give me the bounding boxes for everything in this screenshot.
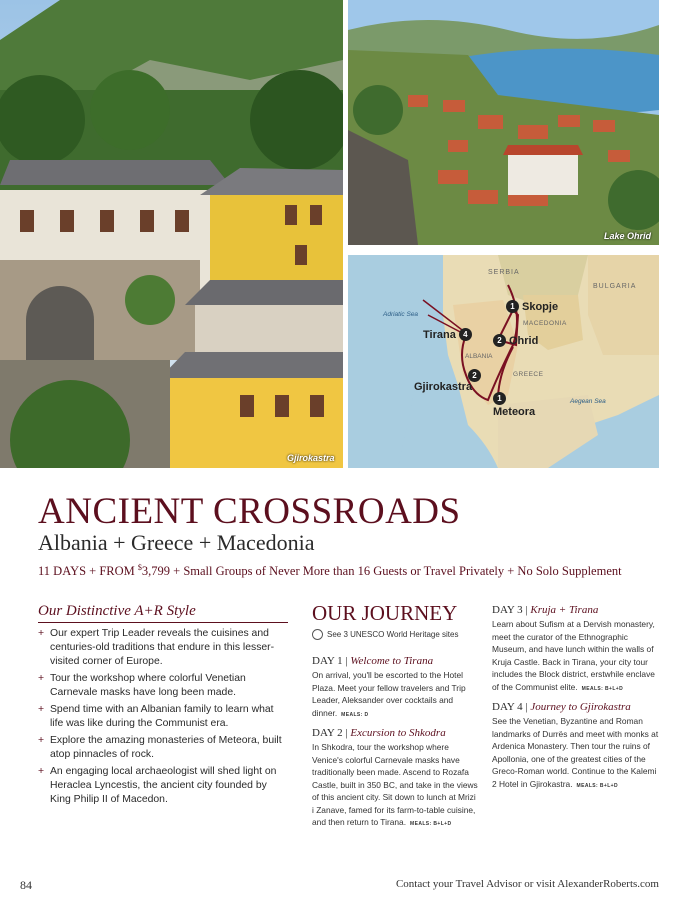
day-title: Kruja + Tirana bbox=[530, 604, 599, 616]
day-text bbox=[492, 715, 660, 792]
day-description: Learn about Sufism at a Dervish monastery, meet the curator of the Ethnographic Museum, and have lunch within the walls of Kruja Castle. Back in Tirana, your city tour includes the Block district, erstwhile enclave of the Communist elite. bbox=[492, 619, 655, 692]
style-divider bbox=[38, 622, 288, 623]
map-stop-skopje bbox=[506, 300, 558, 313]
gjirokastra-photo bbox=[0, 0, 343, 468]
route-map bbox=[348, 255, 659, 468]
map-stop-meteora-num: 1 bbox=[493, 392, 506, 405]
map-sea-aegean: Aegean Sea bbox=[570, 398, 606, 405]
day-3 bbox=[492, 604, 660, 695]
day-2 bbox=[312, 727, 478, 831]
trip-subtitle: Albania + Greece + Macedonia bbox=[38, 530, 315, 555]
price-currency: $ bbox=[137, 563, 142, 572]
map-sea-adriatic: Adriatic Sea bbox=[383, 311, 419, 318]
map-country-serbia: SERBIA bbox=[488, 269, 520, 276]
day-label: DAY 4 | bbox=[492, 701, 531, 713]
trip-price: 3,799 bbox=[141, 564, 171, 579]
style-bullet: + Spend time with an Albanian family to learn what life was like during the Communist era. bbox=[38, 703, 288, 731]
stop-number: 1 bbox=[506, 300, 519, 313]
map-stop-ohrid bbox=[493, 334, 538, 347]
map-stop-meteora-city: Meteora bbox=[493, 406, 536, 418]
map-country-bulgaria: BULGARIA bbox=[593, 283, 637, 290]
ohrid-caption: Lake Ohrid bbox=[604, 231, 652, 241]
page-number: 84 bbox=[20, 878, 32, 892]
style-bullet: + Explore the amazing monasteries of Meteora, built atop pinnacles of rock. bbox=[38, 734, 288, 762]
map-country-macedonia: MACEDONIA bbox=[523, 320, 567, 327]
stop-city: Ohrid bbox=[509, 334, 539, 347]
trip-title: ANCIENT CROSSROADS bbox=[38, 491, 461, 532]
day-title: Journey to Gjirokastra bbox=[530, 701, 631, 713]
day-title: Excursion to Shkodra bbox=[350, 727, 446, 739]
day-meals: MEALS: B+L+D bbox=[410, 821, 452, 827]
map-stop-gjirokastra-city: Gjirokastra bbox=[414, 381, 473, 393]
style-heading: Our Distinctive A+R Style bbox=[38, 603, 196, 619]
map-stop-tirana bbox=[423, 328, 472, 341]
style-bullet: + Our expert Trip Leader reveals the cuisines and centuries-old traditions that endure in this lesser-visited corner of Europe. bbox=[38, 627, 288, 669]
trip-days: 11 DAYS + FROM bbox=[38, 564, 138, 579]
journey-heading: OUR JOURNEY bbox=[312, 601, 458, 625]
day-text bbox=[312, 741, 478, 831]
day-1 bbox=[312, 655, 478, 721]
map-country-greece: GREECE bbox=[513, 371, 544, 378]
day-meals: MEALS: B+L+D bbox=[581, 685, 624, 692]
itinerary-column-2 bbox=[492, 604, 660, 798]
itinerary-column-1 bbox=[312, 655, 478, 837]
map-country-albania: ALBANIA bbox=[465, 353, 493, 360]
unesco-note bbox=[312, 629, 458, 640]
day-label: DAY 3 | bbox=[492, 604, 531, 616]
day-meals: MEALS: D bbox=[341, 711, 369, 718]
style-bullet: + An engaging local archaeologist will shed light on Heraclea Lyncestis, the ancient city founded by King Philip II of Macedon. bbox=[38, 765, 288, 807]
day-heading bbox=[492, 701, 660, 713]
style-bullet-list bbox=[38, 627, 288, 810]
map-stop-gjirokastra-num: 2 bbox=[468, 369, 481, 382]
contact-line: Contact your Travel Advisor or visit AlexanderRoberts.com bbox=[395, 878, 659, 890]
stop-city: Skopje bbox=[522, 300, 559, 313]
gjirokastra-caption: Gjirokastra bbox=[287, 453, 335, 463]
day-label: DAY 2 | bbox=[312, 727, 351, 739]
stop-city: Tirana bbox=[423, 328, 456, 341]
day-4 bbox=[492, 701, 660, 792]
day-title: Welcome to Tirana bbox=[350, 655, 434, 667]
trip-meta bbox=[38, 563, 622, 579]
day-description: On arrival, you'll be escorted to the Hotel Plaza. Meet your fellow travelers and Trip Leader, Aleksander over cocktails and dinner. bbox=[312, 670, 466, 718]
unesco-icon bbox=[312, 629, 323, 640]
day-description: In Shkodra, tour the workshop where Venice's colorful Carnevale masks have traditionally been made. Ascend to Rozafa Castle, built in 350 BC, and take in the views of this ancient city. Sit down to lunch at Mrizi i Zanave, famed for its farm-to-table cuisine, and then return to Tirana. bbox=[312, 742, 478, 827]
day-meals: MEALS: B+L+D bbox=[576, 782, 619, 789]
day-text bbox=[312, 669, 478, 721]
day-heading bbox=[492, 604, 660, 616]
lake-ohrid-photo bbox=[348, 0, 659, 245]
style-bullet: + Tour the workshop where colorful Venetian Carnevale masks have long been made. bbox=[38, 672, 288, 700]
day-heading bbox=[312, 655, 478, 667]
day-text bbox=[492, 618, 660, 695]
day-description: See the Venetian, Byzantine and Roman landmarks of Durrës and meet with monks at Ardenica Monastery. Then tour the ruins of Apollonia, one of the greatest cities of the Greco-Roman world. Continue to the Kalemi 2 Hotel in Gjirokastra. bbox=[492, 716, 659, 789]
trip-features: + Small Groups of Never More than 16 Guests or Travel Privately + No Solo Supplement bbox=[170, 564, 622, 579]
stop-number: 2 bbox=[493, 334, 506, 347]
day-heading bbox=[312, 727, 478, 739]
stop-number: 4 bbox=[459, 328, 472, 341]
unesco-text: See 3 UNESCO World Heritage sites bbox=[327, 630, 459, 639]
day-label: DAY 1 | bbox=[312, 655, 351, 667]
